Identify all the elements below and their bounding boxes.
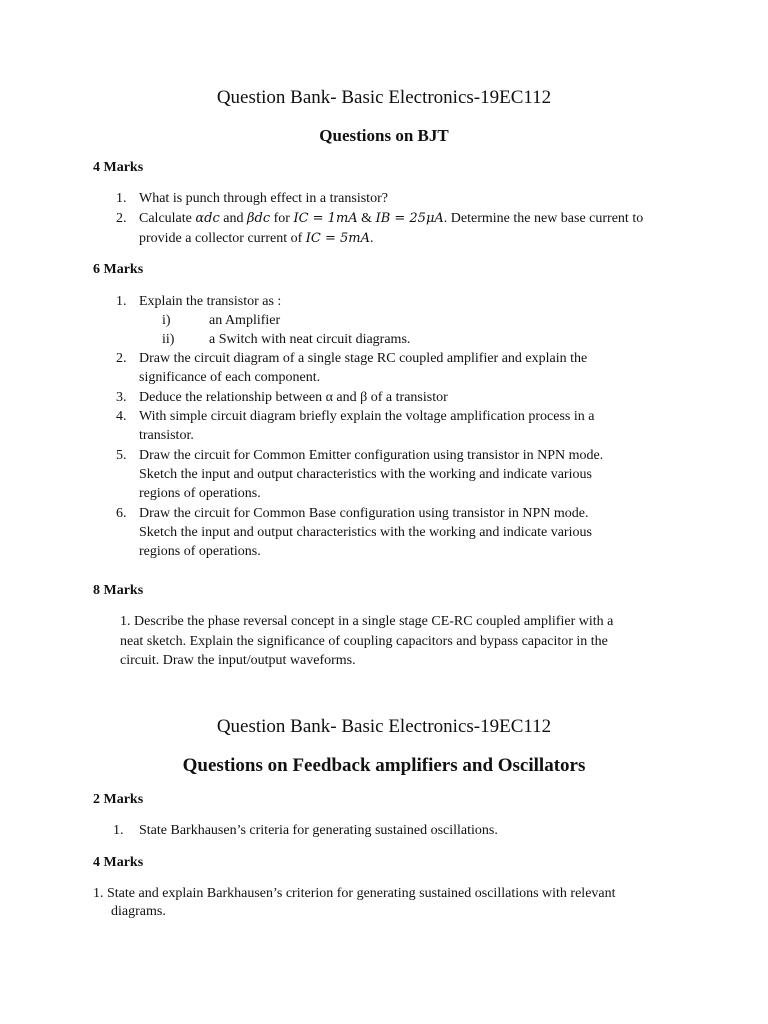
- page-title: Question Bank- Basic Electronics-19EC112: [216, 87, 552, 108]
- question-text: Draw the circuit for Common Emitter configuration using transistor in NPN mode.: [139, 448, 604, 463]
- section-heading-feedback: Questions on Feedback amplifiers and Oscillators: [182, 755, 586, 776]
- formula-ic-new: IC = 5mA: [305, 231, 370, 246]
- question-text: transistor.: [139, 428, 194, 443]
- question-text: regions of operations.: [139, 486, 261, 501]
- question-text: diagrams.: [111, 904, 166, 919]
- formula-alpha-dc: αdc: [195, 211, 220, 226]
- sub-item-text: a Switch with neat circuit diagrams.: [209, 332, 411, 347]
- formula-ib: IB = 25μA: [375, 211, 444, 226]
- question-text: neat sketch. Explain the significance of coupling capacitors and bypass capacitor in the: [120, 634, 608, 649]
- question-number: 5.: [116, 448, 127, 463]
- question-text: What is punch through effect in a transistor?: [139, 191, 388, 206]
- question-text: circuit. Draw the input/output waveforms.: [120, 653, 356, 668]
- question-number: 1.: [116, 294, 127, 309]
- question-text: Sketch the input and output characteristics with the working and indicate various: [139, 525, 592, 540]
- question-number: 3.: [116, 390, 127, 405]
- question-text-with-formula: provide a collector current of IC = 5mA.: [139, 231, 374, 246]
- marks-heading-8: 8 Marks: [93, 583, 144, 598]
- marks-heading-4: 4 Marks: [93, 160, 144, 175]
- section-heading-bjt: Questions on BJT: [319, 126, 449, 145]
- sub-item-number: ii): [162, 332, 175, 347]
- question-text: Deduce the relationship between α and β of a transistor: [139, 390, 448, 405]
- marks-heading-6: 6 Marks: [93, 262, 144, 277]
- question-text: State Barkhausen’s criteria for generating sustained oscillations.: [139, 823, 498, 838]
- question-text: Draw the circuit for Common Base configuration using transistor in NPN mode.: [139, 506, 589, 521]
- question-text-with-formula: Calculate αdc and βdc for IC = 1mA & IB = 25μA. Determine the new base current to: [139, 211, 644, 226]
- question-number: 1.: [116, 191, 127, 206]
- question-text: With simple circuit diagram briefly explain the voltage amplification process in a: [139, 409, 595, 424]
- page-title: Question Bank- Basic Electronics-19EC112: [216, 716, 552, 737]
- question-number: 2.: [116, 211, 127, 226]
- question-number: 4.: [116, 409, 127, 424]
- sub-item-number: i): [162, 313, 171, 328]
- question-text: Draw the circuit diagram of a single stage RC coupled amplifier and explain the: [139, 351, 588, 366]
- question-text: Sketch the input and output characteristics with the working and indicate various: [139, 467, 592, 482]
- marks-heading-4: 4 Marks: [93, 855, 144, 870]
- question-number: 6.: [116, 506, 127, 521]
- formula-beta-dc: βdc: [246, 211, 271, 226]
- question-number: 2.: [116, 351, 127, 366]
- question-text: 1. State and explain Barkhausen’s criterion for generating sustained oscillations with relevant: [93, 886, 616, 901]
- question-text: 1. Describe the phase reversal concept in a single stage CE-RC coupled amplifier with a: [120, 614, 614, 629]
- question-number: 1.: [113, 823, 124, 838]
- question-text: significance of each component.: [139, 370, 321, 385]
- marks-heading-2: 2 Marks: [93, 792, 144, 807]
- question-text: Explain the transistor as :: [139, 294, 282, 309]
- sub-item-text: an Amplifier: [209, 313, 281, 328]
- formula-ic: IC = 1mA: [293, 211, 358, 226]
- question-text: regions of operations.: [139, 544, 261, 559]
